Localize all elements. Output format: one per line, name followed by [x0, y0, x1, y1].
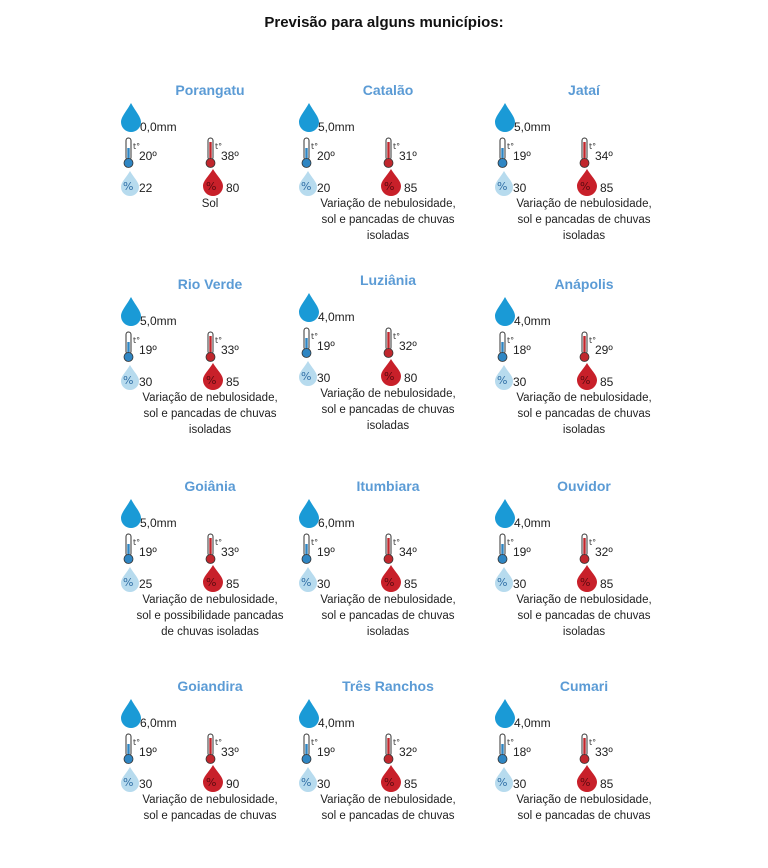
svg-text:%: %: [580, 576, 591, 589]
humidity-max-icon: [380, 764, 402, 792]
svg-text:t°: t°: [215, 738, 223, 747]
city-card-rio-verde: [120, 276, 300, 466]
humidity-min-icon: [494, 766, 514, 792]
city-name: Cumari: [559, 678, 609, 694]
temp-max-value: 34º: [399, 545, 417, 559]
svg-text:t°: t°: [215, 538, 223, 547]
humidity-min-icon: [494, 170, 514, 196]
svg-text:%: %: [301, 776, 312, 789]
rain-value: 4,0mm: [514, 516, 551, 530]
humidity-min-value: 30: [317, 371, 331, 385]
city-card-porangatu: [120, 82, 300, 272]
humidity-max-icon: [202, 764, 224, 792]
rain-value: 6,0mm: [318, 516, 355, 530]
humidity-min-icon: [494, 566, 514, 592]
humidity-min-value: 30: [513, 777, 527, 791]
forecast-description: Variação de nebulosidade, sol e pancadas de chuvas: [142, 794, 278, 822]
city-name: Jataí: [568, 82, 600, 98]
humidity-min-value: 30: [513, 577, 527, 591]
temp-max-value: 31º: [399, 149, 417, 163]
humidity-max-icon: [576, 764, 598, 792]
svg-text:t°: t°: [393, 142, 401, 151]
forecast-description: Variação de nebulosidade, sol e pancadas de chuvas isoladas: [320, 198, 456, 242]
rain-value: 5,0mm: [140, 314, 177, 328]
city-name: Porangatu: [175, 82, 245, 98]
temp-min-value: 19º: [513, 545, 531, 559]
humidity-min-value: 25: [139, 577, 153, 591]
rain-value: 4,0mm: [318, 716, 355, 730]
humidity-max-value: 85: [404, 181, 418, 195]
humidity-min-icon: [298, 170, 318, 196]
svg-text:t°: t°: [133, 738, 141, 747]
city-name: Goiandira: [177, 678, 243, 694]
humidity-min-value: 30: [317, 577, 331, 591]
temp-min-value: 20º: [317, 149, 335, 163]
svg-text:%: %: [580, 776, 591, 789]
humidity-min-value: 30: [139, 777, 153, 791]
svg-text:t°: t°: [393, 738, 401, 747]
humidity-min-icon: [494, 364, 514, 390]
rain-value: 4,0mm: [514, 314, 551, 328]
svg-text:%: %: [123, 776, 134, 789]
svg-text:t°: t°: [507, 142, 515, 151]
svg-text:t°: t°: [311, 738, 319, 747]
svg-text:%: %: [123, 576, 134, 589]
rain-drop-icon: [494, 498, 516, 528]
city-name: Rio Verde: [177, 276, 243, 292]
svg-text:t°: t°: [133, 142, 141, 151]
city-name: Goiânia: [184, 478, 236, 494]
city-name: Ouvidor: [557, 478, 611, 494]
temp-max-value: 34º: [595, 149, 613, 163]
humidity-max-value: 80: [404, 371, 418, 385]
humidity-max-value: 85: [226, 577, 240, 591]
temp-min-value: 20º: [139, 149, 157, 163]
svg-text:t°: t°: [215, 336, 223, 345]
forecast-description: Variação de nebulosidade, sol e pancadas de chuvas isoladas: [516, 392, 652, 436]
svg-text:t°: t°: [311, 332, 319, 341]
humidity-min-icon: [298, 360, 318, 386]
svg-text:%: %: [497, 576, 508, 589]
svg-text:t°: t°: [507, 538, 515, 547]
humidity-max-icon: [576, 168, 598, 196]
svg-text:t°: t°: [393, 332, 401, 341]
svg-text:%: %: [123, 374, 134, 387]
svg-text:t°: t°: [133, 538, 141, 547]
temp-min-value: 19º: [513, 149, 531, 163]
rain-value: 0,0mm: [140, 120, 177, 134]
temp-min-value: 19º: [139, 545, 157, 559]
city-name: Luziânia: [359, 272, 416, 288]
svg-text:%: %: [206, 374, 217, 387]
city-card-itumbiara: [298, 478, 478, 668]
svg-text:t°: t°: [589, 538, 597, 547]
humidity-max-value: 85: [600, 375, 614, 389]
humidity-min-icon: [120, 364, 140, 390]
forecast-description: Variação de nebulosidade, sol e pancadas de chuvas isoladas: [516, 594, 652, 638]
temp-min-value: 19º: [139, 343, 157, 357]
svg-text:%: %: [123, 180, 134, 193]
svg-text:%: %: [497, 180, 508, 193]
humidity-min-value: 30: [513, 181, 527, 195]
rain-value: 5,0mm: [514, 120, 551, 134]
temp-max-value: 32º: [399, 745, 417, 759]
humidity-max-icon: [576, 362, 598, 390]
city-card-goiania: [120, 478, 300, 668]
temp-min-value: 19º: [139, 745, 157, 759]
humidity-max-value: 85: [600, 181, 614, 195]
humidity-max-value: 85: [404, 577, 418, 591]
city-name: Itumbiara: [356, 478, 420, 494]
temp-min-value: 19º: [317, 545, 335, 559]
humidity-max-icon: [380, 564, 402, 592]
svg-text:%: %: [206, 776, 217, 789]
humidity-min-icon: [298, 766, 318, 792]
svg-text:%: %: [301, 180, 312, 193]
city-card-anapolis: [494, 276, 674, 466]
city-card-ouvidor: [494, 478, 674, 668]
forecast-description: Variação de nebulosidade, sol e pancadas de chuvas isoladas: [320, 594, 456, 638]
humidity-max-icon: [202, 564, 224, 592]
humidity-max-value: 80: [226, 181, 240, 195]
svg-text:t°: t°: [215, 142, 223, 151]
temp-max-value: 33º: [221, 343, 239, 357]
city-card-tres-ranchos: [298, 678, 478, 868]
humidity-min-icon: [120, 566, 140, 592]
humidity-max-icon: [380, 168, 402, 196]
city-card-goiandira: [120, 678, 300, 868]
temp-min-value: 19º: [317, 339, 335, 353]
forecast-description: Variação de nebulosidade, sol e pancadas de chuvas: [320, 794, 456, 822]
svg-text:%: %: [497, 374, 508, 387]
rain-value: 5,0mm: [318, 120, 355, 134]
temp-min-value: 19º: [317, 745, 335, 759]
humidity-max-value: 85: [404, 777, 418, 791]
forecast-description: Variação de nebulosidade, sol e pancadas de chuvas isoladas: [320, 388, 456, 432]
humidity-min-value: 30: [139, 375, 153, 389]
humidity-max-icon: [576, 564, 598, 592]
svg-text:%: %: [384, 576, 395, 589]
humidity-max-value: 85: [600, 577, 614, 591]
rain-drop-icon: [494, 102, 516, 132]
city-name: Três Ranchos: [342, 678, 434, 694]
city-name: Catalão: [362, 82, 414, 98]
forecast-description: Variação de nebulosidade, sol e pancadas de chuvas: [516, 794, 652, 822]
city-card-cumari: [494, 678, 674, 868]
humidity-max-icon: [380, 358, 402, 386]
svg-text:%: %: [301, 576, 312, 589]
svg-text:t°: t°: [589, 738, 597, 747]
temp-max-value: 32º: [595, 545, 613, 559]
temp-min-value: 18º: [513, 745, 531, 759]
temp-max-value: 33º: [221, 545, 239, 559]
city-card-luziania: [298, 272, 478, 462]
rain-drop-icon: [120, 296, 142, 326]
svg-text:%: %: [580, 180, 591, 193]
rain-drop-icon: [120, 498, 142, 528]
rain-drop-icon: [120, 102, 142, 132]
svg-text:%: %: [206, 576, 217, 589]
svg-text:t°: t°: [589, 142, 597, 151]
humidity-min-value: 30: [513, 375, 527, 389]
humidity-min-icon: [120, 170, 140, 196]
humidity-max-value: 85: [600, 777, 614, 791]
temp-max-value: 38º: [221, 149, 239, 163]
humidity-min-value: 22: [139, 181, 153, 195]
rain-value: 5,0mm: [140, 516, 177, 530]
rain-drop-icon: [120, 698, 142, 728]
humidity-min-icon: [298, 566, 318, 592]
page-title: Previsão para alguns municípios:: [264, 14, 504, 31]
temp-min-value: 18º: [513, 343, 531, 357]
svg-text:%: %: [384, 776, 395, 789]
humidity-max-value: 85: [226, 375, 240, 389]
rain-drop-icon: [298, 292, 320, 322]
svg-text:t°: t°: [507, 738, 515, 747]
humidity-min-value: 20: [317, 181, 331, 195]
svg-text:t°: t°: [507, 336, 515, 345]
rain-value: 4,0mm: [514, 716, 551, 730]
svg-text:t°: t°: [589, 336, 597, 345]
forecast-description: Sol: [201, 198, 219, 210]
city-card-jatai: [494, 82, 674, 272]
forecast-description: Variação de nebulosidade, sol e pancadas de chuvas isoladas: [516, 198, 652, 242]
rain-drop-icon: [298, 102, 320, 132]
temp-max-value: 33º: [221, 745, 239, 759]
forecast-description: Variação de nebulosidade, sol e pancadas de chuvas isoladas: [142, 392, 278, 436]
svg-text:t°: t°: [133, 336, 141, 345]
svg-text:%: %: [497, 776, 508, 789]
rain-drop-icon: [494, 698, 516, 728]
rain-value: 6,0mm: [140, 716, 177, 730]
temp-max-value: 33º: [595, 745, 613, 759]
svg-text:%: %: [580, 374, 591, 387]
svg-text:t°: t°: [393, 538, 401, 547]
rain-drop-icon: [298, 698, 320, 728]
svg-text:%: %: [384, 370, 395, 383]
forecast-description: Variação de nebulosidade, sol e possibilidade pancadas de chuvas isoladas: [136, 594, 284, 638]
rain-drop-icon: [298, 498, 320, 528]
humidity-min-icon: [120, 766, 140, 792]
svg-text:%: %: [301, 370, 312, 383]
rain-drop-icon: [494, 296, 516, 326]
temp-max-value: 32º: [399, 339, 417, 353]
svg-text:t°: t°: [311, 538, 319, 547]
svg-text:%: %: [206, 180, 217, 193]
city-name: Anápolis: [554, 276, 614, 292]
rain-value: 4,0mm: [318, 310, 355, 324]
svg-text:t°: t°: [311, 142, 319, 151]
temp-max-value: 29º: [595, 343, 613, 357]
humidity-min-value: 30: [317, 777, 331, 791]
humidity-max-icon: [202, 168, 224, 196]
city-card-catalao: [298, 82, 478, 272]
humidity-max-value: 90: [226, 777, 240, 791]
humidity-max-icon: [202, 362, 224, 390]
svg-text:%: %: [384, 180, 395, 193]
